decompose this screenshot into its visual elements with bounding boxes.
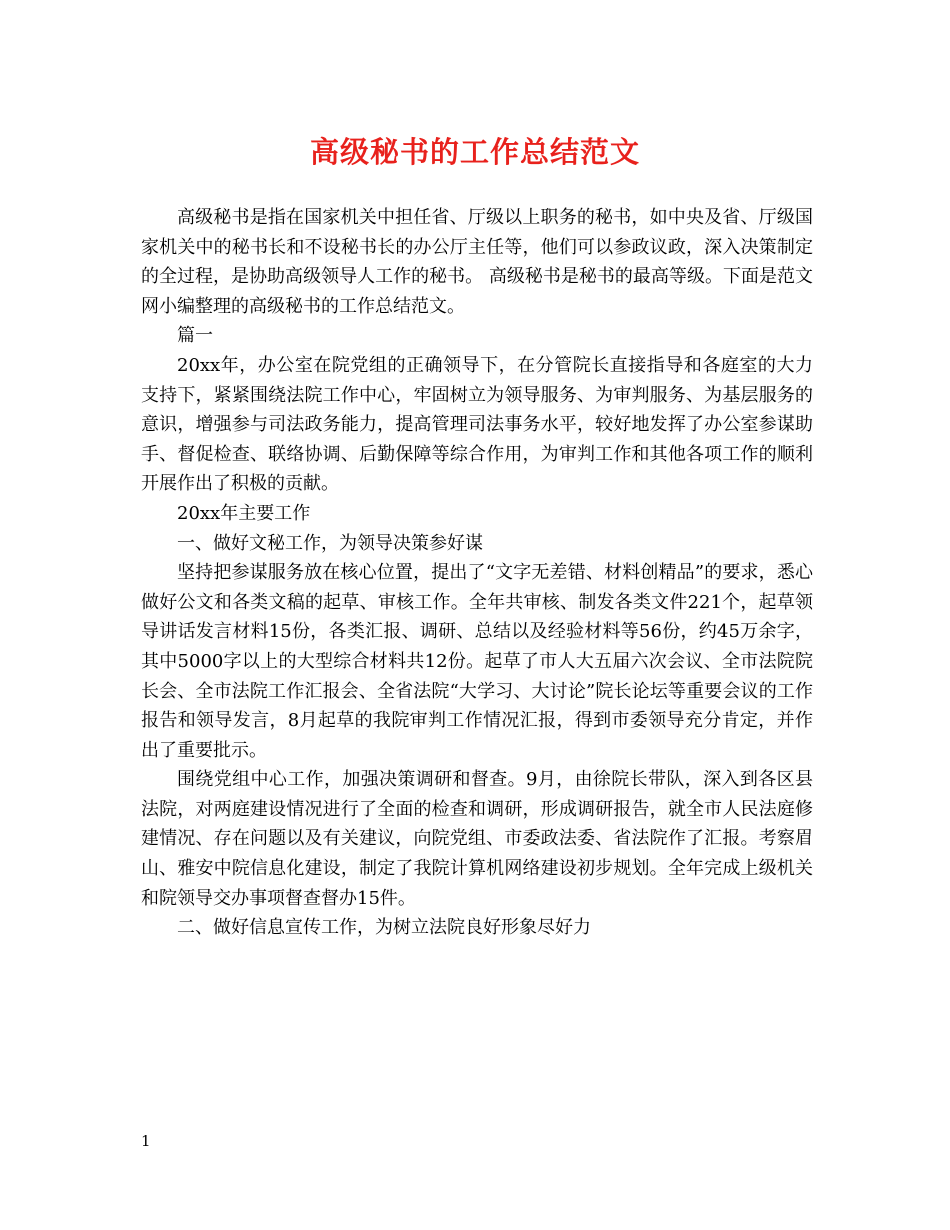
paragraph-overview: 20xx年，办公室在院党组的正确领导下，在分管院长直接指导和各庭室的大力支持下，紧紧围绕法院工作中心，牢固树立为领导服务、为审判服务、为基层服务的意识，增强参与司法政务能力，提高管理司法事务水平，较好地发挥了办公室参谋助手、督促检查、联络协调、后勤保障等综合作用，为审判工作和其他各项工作的顺利开展作出了积极的贡献。 [141, 354, 813, 495]
paragraph-heading-main-work: 20xx年主要工作 [177, 502, 311, 524]
document-title: 高级秘书的工作总结范文 [309, 135, 640, 169]
paragraph-research-supervision: 围绕党组中心工作，加强决策调研和督查。9月，由徐院长带队，深入到各区县法院，对两庭建设情况进行了全面的检查和调研，形成调研报告，就全市人民法庭修建情况、存在问题以及有关建议，向院党组、市委政法委、省法院作了汇报。考察眉山、雅安中院信息化建设，制定了我院计算机网络建设初步规划。全年完成上级机关和院领导交办事项督查督办15件。 [141, 769, 813, 909]
paragraph-intro: 高级秘书是指在国家机关中担任省、厅级以上职务的秘书，如中央及省、厅级国家机关中的秘书长和不设秘书长的办公厅主任等，他们可以参政议政，深入决策制定的全过程，是协助高级领导人工作的秘书。 高级秘书是秘书的最高等级。下面是范文网小编整理的高级秘书的工作总结范文。 [141, 207, 813, 317]
page-number: 1 [141, 1132, 151, 1150]
paragraph-secretarial-detail: 坚持把参谋服务放在核心位置，提出了“文字无差错、材料创精品”的要求，悉心做好公文和各类文稿的起草、审核工作。全年共审核、制发各类文件221个，起草领导讲话发言材料15份，各类汇报、调研、总结以及经验材料等56份，约45万余字，其中5000字以上的大型综合材料共12份。起草了市人大五届六次会议、全市法院院长会、全市法院工作汇报会、全省法院“大学习、大讨论”院长论坛等重要会议的工作报告和领导发言，8月起草的我院审判工作情况汇报，得到市委领导充分肯定，并作出了重要批示。 [141, 562, 813, 761]
paragraph-heading-secretarial: 一、做好文秘工作，为领导决策参好谋 [177, 532, 483, 554]
paragraph-section-label: 篇一 [177, 325, 213, 347]
paragraph-heading-publicity: 二、做好信息宣传工作，为树立法院良好形象尽好力 [177, 917, 591, 939]
document-body [141, 203, 813, 943]
